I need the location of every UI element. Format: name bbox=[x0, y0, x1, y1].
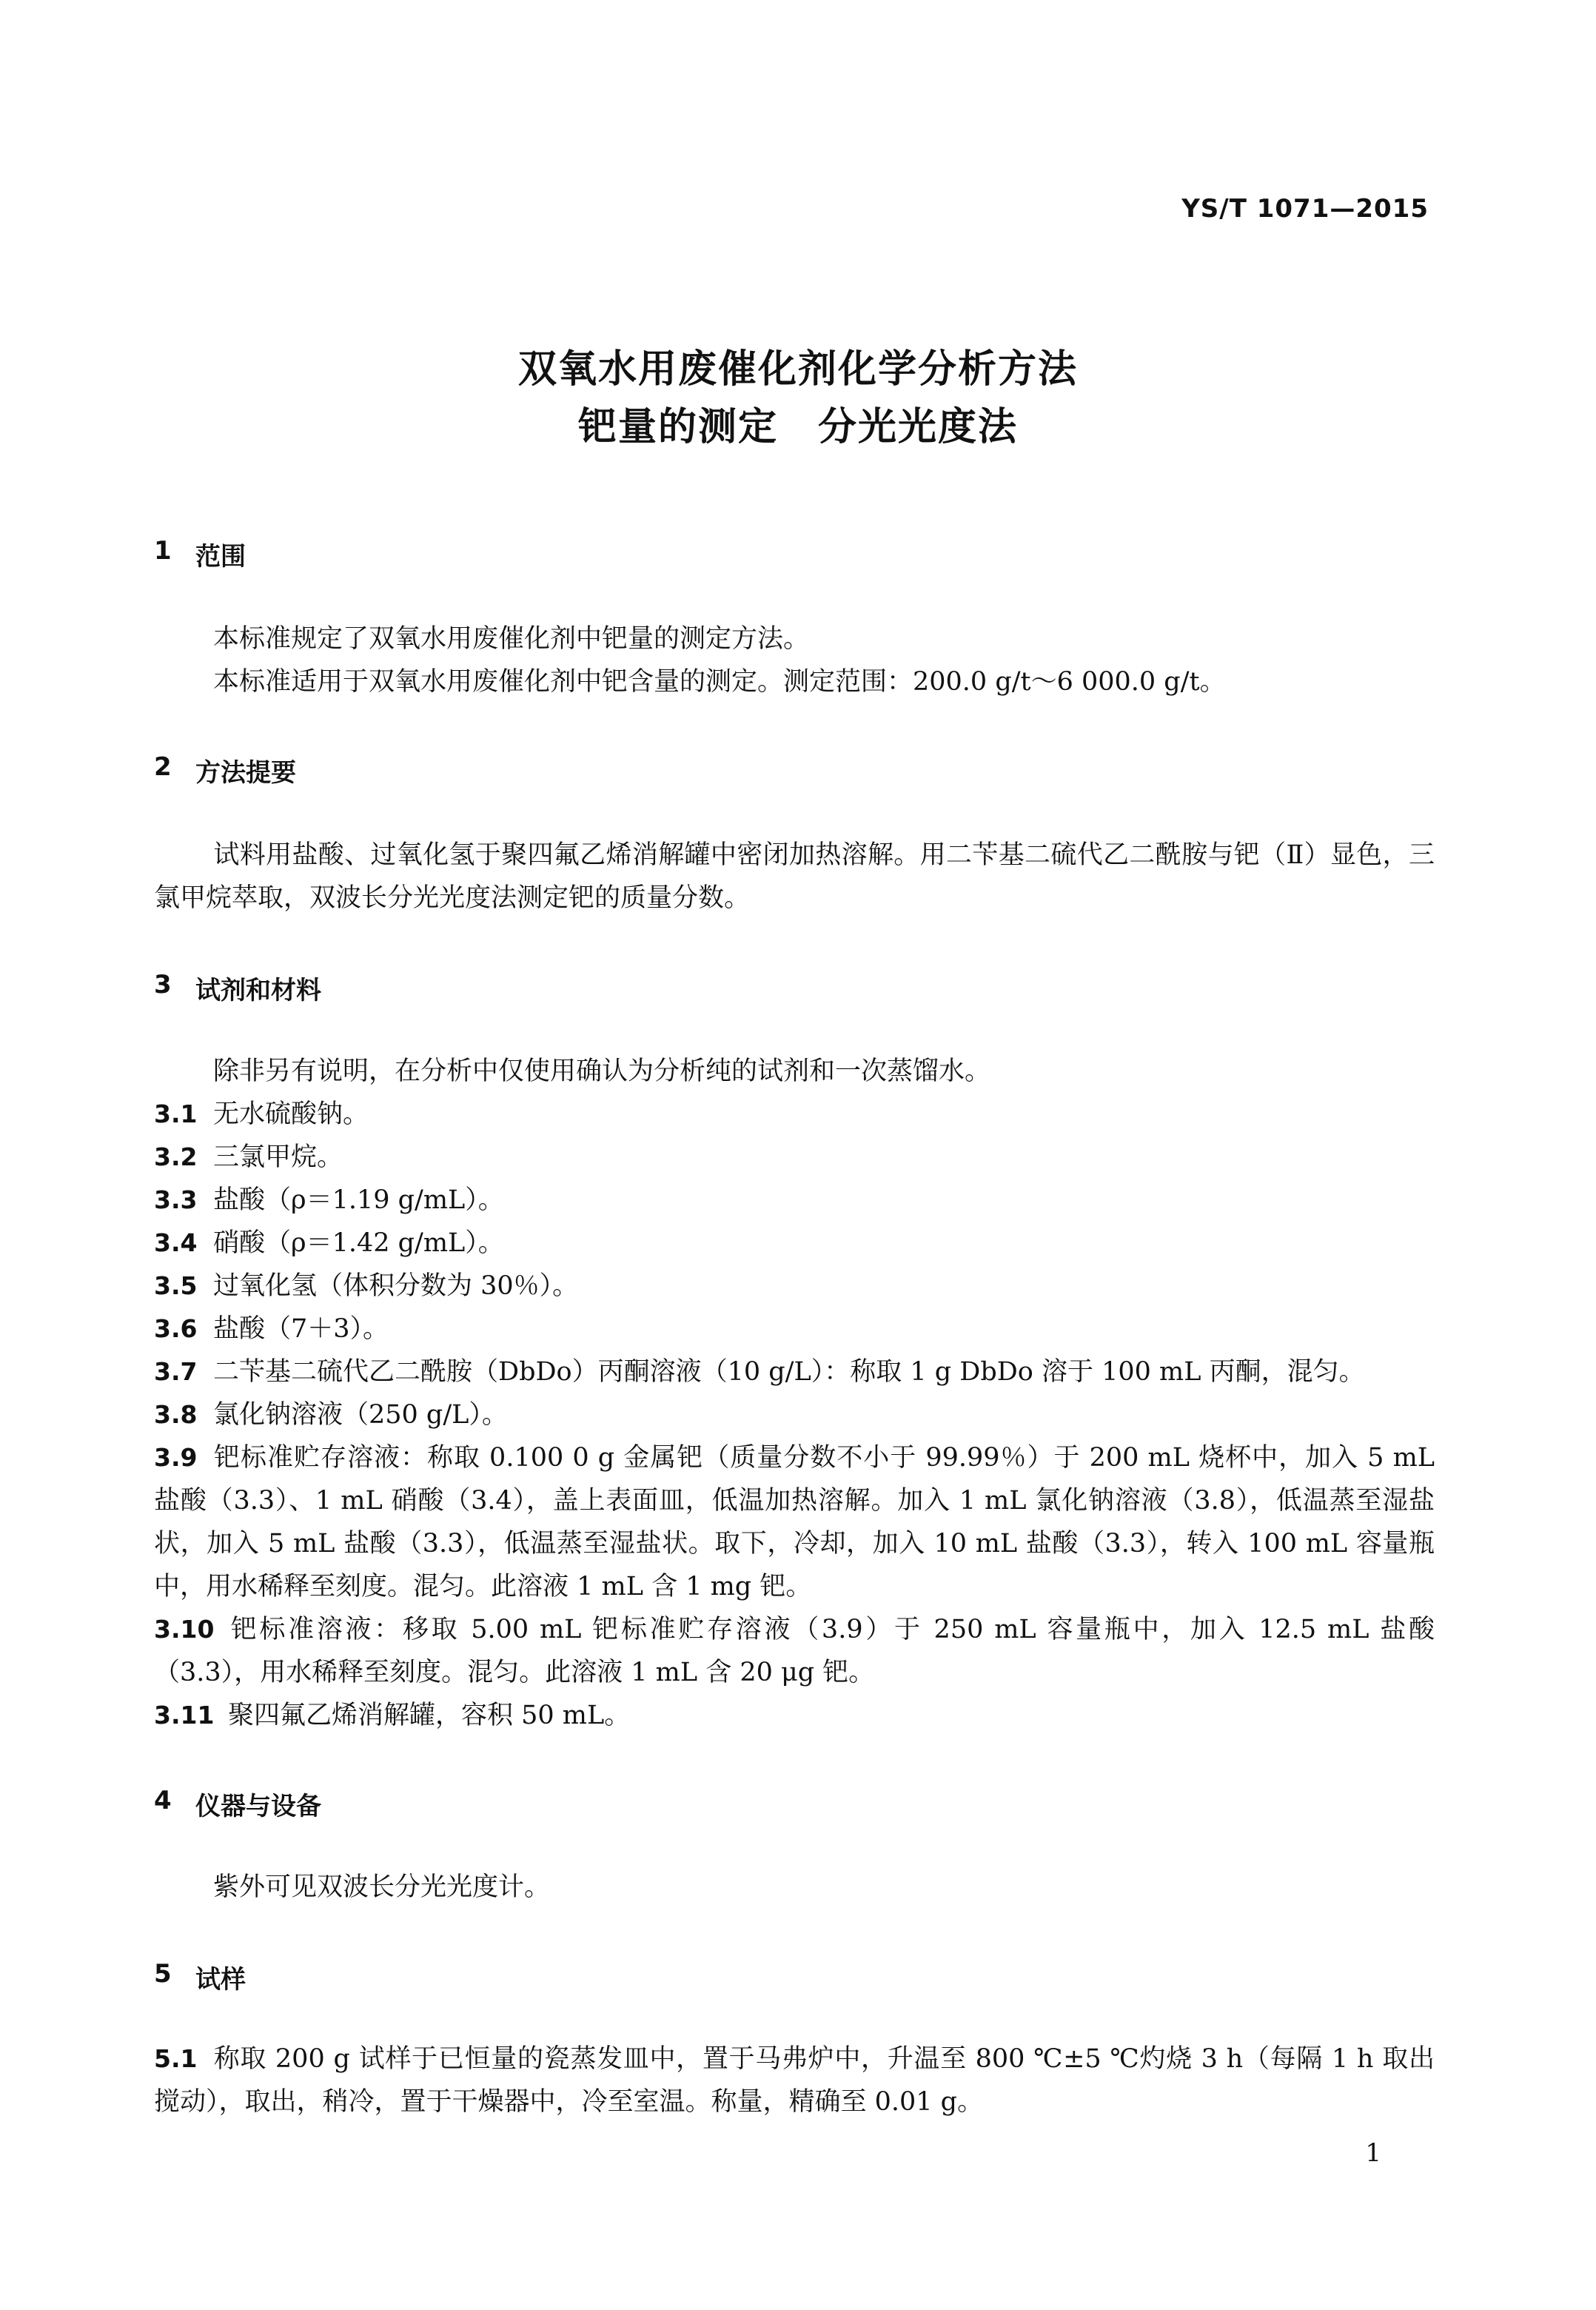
clause-number: 3.11 bbox=[154, 1701, 215, 1730]
section-3-heading bbox=[154, 970, 321, 1006]
clause-number: 3.4 bbox=[154, 1228, 198, 1257]
clause-text: 钯标准贮存溶液：称取 0.100 0 g 金属钯（质量分数不小于 99.99％）于 200 mL 烧杯中，加入 5 mL 盐酸（3.3）、1 mL 硝酸（3.4），盖上表面皿，低温加热溶解。加入 1 mL 氯化钠溶液（3.8），低温蒸至湿盐状，加入 5 mL 盐酸（3.3），低温蒸至湿盐状。取下，冷却，加入 10 mL 盐酸（3.3），转入 100 mL 容量瓶中，用水稀释至刻度。混匀。此溶液 1 mL 含 1 mg 钯。 bbox=[154, 1443, 1435, 1601]
clause-text: 过氧化氢（体积分数为 30％）。 bbox=[213, 1271, 579, 1301]
clause-text: 硝酸（ρ＝1.42 g/mL）。 bbox=[213, 1228, 504, 1258]
section-4-paragraph-1 bbox=[154, 1866, 1435, 1909]
section-number: 5 bbox=[154, 1959, 172, 1989]
clause-text: 无水硫酸钠。 bbox=[213, 1099, 369, 1129]
section-title: 仪器与设备 bbox=[195, 1792, 321, 1821]
clause-3-10 bbox=[154, 1608, 1435, 1694]
clause-number: 3.1 bbox=[154, 1099, 198, 1128]
clause-number: 3.8 bbox=[154, 1400, 198, 1429]
standard-number: YS/T 1071—2015 bbox=[1181, 194, 1429, 224]
section-number: 1 bbox=[154, 536, 172, 566]
clause-3-9 bbox=[154, 1436, 1435, 1608]
section-number: 4 bbox=[154, 1786, 172, 1815]
clause-number: 3.10 bbox=[154, 1615, 215, 1644]
clause-number: 3.2 bbox=[154, 1142, 198, 1171]
section-3-intro bbox=[154, 1050, 1435, 1093]
paragraph-text: 本标准适用于双氧水用废催化剂中钯含量的测定。测定范围：200.0 g/t～6 000.0 g/t。 bbox=[213, 667, 1226, 697]
clause-text: 盐酸（7＋3）。 bbox=[213, 1314, 389, 1344]
section-2-heading bbox=[154, 752, 296, 789]
clause-text: 称取 200 g 试样于已恒量的瓷蒸发皿中，置于马弗炉中，升温至 800 ℃±5 ℃灼烧 3 h（每隔 1 h 取出搅动），取出，稍冷，置于干燥器中，冷至室温。称量，精确至 0.01 g。 bbox=[154, 2044, 1435, 2117]
clause-text: 钯标准溶液：移取 5.00 mL 钯标准贮存溶液（3.9）于 250 mL 容量瓶中，加入 12.5 mL 盐酸（3.3），用水稀释至刻度。混匀。此溶液 1 mL 含 20 μg 钯。 bbox=[154, 1615, 1435, 1687]
section-title: 试样 bbox=[195, 1965, 246, 1995]
clause-number: 3.9 bbox=[154, 1443, 198, 1472]
section-1-paragraph-2 bbox=[154, 660, 1435, 703]
clause-3-4 bbox=[154, 1222, 1435, 1265]
page-number: 1 bbox=[1365, 2138, 1381, 2168]
clause-text: 盐酸（ρ＝1.19 g/mL）。 bbox=[213, 1185, 504, 1215]
section-5-heading bbox=[154, 1959, 246, 1995]
clause-text: 二苄基二硫代乙二酰胺（DbDo）丙酮溶液（10 g/L）：称取 1 g DbDo 溶于 100 mL 丙酮，混匀。 bbox=[213, 1357, 1365, 1387]
paragraph-text: 紫外可见双波长分光光度计。 bbox=[213, 1872, 551, 1902]
section-title: 范围 bbox=[195, 542, 246, 572]
clause-text: 聚四氟乙烯消解罐，容积 50 mL。 bbox=[228, 1701, 631, 1730]
clause-3-2 bbox=[154, 1136, 1435, 1179]
section-2-paragraph-1 bbox=[154, 834, 1435, 920]
clause-number: 3.5 bbox=[154, 1271, 198, 1300]
section-title: 方法提要 bbox=[195, 758, 296, 788]
clause-text: 三氯甲烷。 bbox=[213, 1142, 343, 1172]
clause-5-1 bbox=[154, 2038, 1435, 2123]
document-title-line-1: 双氧水用废催化剂化学分析方法 bbox=[517, 347, 1078, 392]
clause-3-7 bbox=[154, 1350, 1435, 1393]
clause-number: 3.6 bbox=[154, 1314, 198, 1343]
clause-3-1 bbox=[154, 1093, 1435, 1136]
document-title-line-2: 钯量的测定 分光光度法 bbox=[577, 405, 1018, 449]
section-1-paragraph-1 bbox=[154, 617, 1435, 660]
section-4-heading bbox=[154, 1786, 321, 1822]
clause-3-3 bbox=[154, 1179, 1435, 1222]
clause-number: 5.1 bbox=[154, 2044, 198, 2073]
paragraph-text: 试料用盐酸、过氧化氢于聚四氟乙烯消解罐中密闭加热溶解。用二苄基二硫代乙二酰胺与钯（Ⅱ）显色，三氯甲烷萃取，双波长分光光度法测定钯的质量分数。 bbox=[154, 840, 1435, 913]
clause-3-5 bbox=[154, 1265, 1435, 1308]
paragraph-text: 本标准规定了双氧水用废催化剂中钯量的测定方法。 bbox=[213, 624, 810, 654]
clause-3-6 bbox=[154, 1308, 1435, 1350]
clause-number: 3.7 bbox=[154, 1357, 198, 1386]
section-number: 2 bbox=[154, 752, 172, 782]
clause-3-8 bbox=[154, 1393, 1435, 1436]
section-title: 试剂和材料 bbox=[195, 976, 321, 1005]
clause-3-11 bbox=[154, 1694, 1435, 1737]
section-number: 3 bbox=[154, 970, 172, 1000]
section-1-heading bbox=[154, 536, 246, 572]
clause-number: 3.3 bbox=[154, 1185, 198, 1214]
clause-text: 氯化钠溶液（250 g/L）。 bbox=[213, 1400, 508, 1430]
paragraph-text: 除非另有说明，在分析中仅使用确认为分析纯的试剂和一次蒸馏水。 bbox=[213, 1057, 991, 1086]
